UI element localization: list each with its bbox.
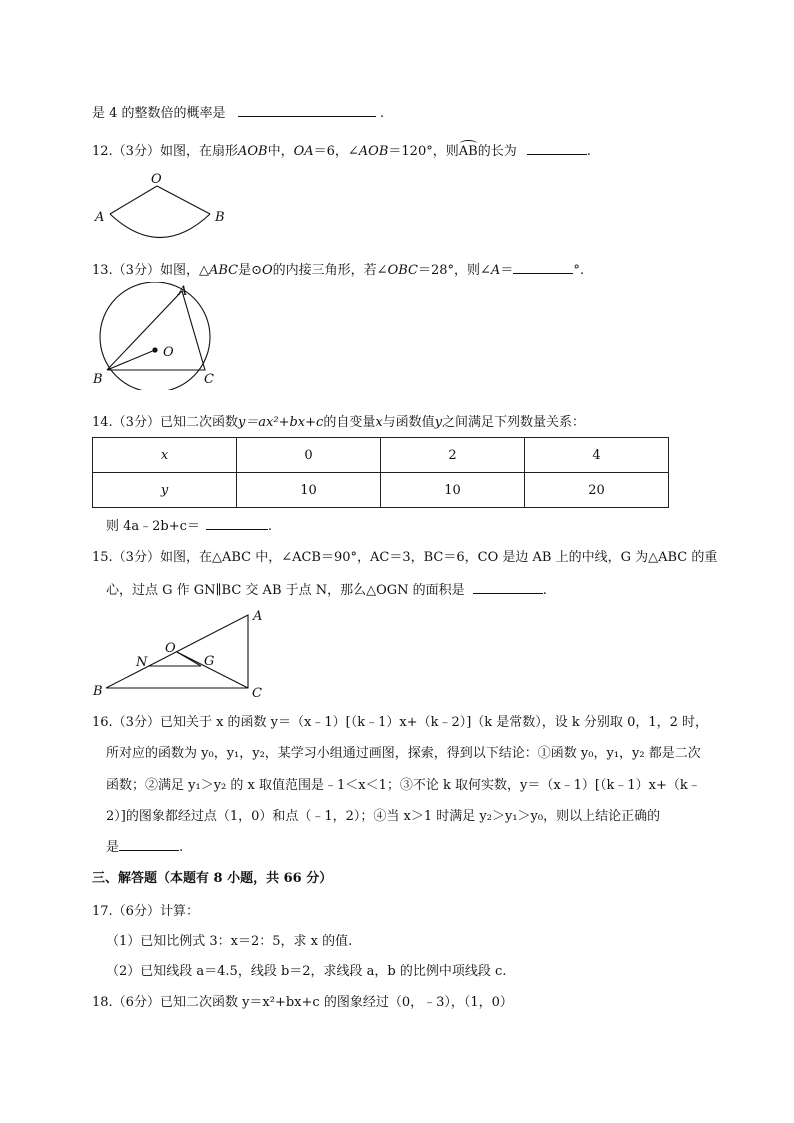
label-g: G [204,654,215,669]
circle-figure [90,282,230,390]
segment-ob [107,350,155,370]
question-16-line1: 16.（3分）已知关于 x 的函数 y＝（x﹣1）[（k﹣1）x+（k﹣2）]（k 是常数），设 k 分别取 0，1，2 时， [92,715,709,730]
question-14: 14.（3分）已知二次函数y＝ax²+bx+c的自变量x与函数值y之间满足下列数量关系： [92,415,586,430]
circle-o [100,282,210,390]
question-16-line2: 所对应的函数为 y₀，y₁，y₂，某学习小组通过画图，探索，得到以下结论：①函数 y₀，y₁，y₂ 都是二次 [106,746,701,761]
question-15-line2: 心，过点 G 作 GN∥BC 交 AB 于点 N，那么△OGN 的面积是 . [106,580,547,600]
question-17-title: 17.（6分）计算： [92,904,199,919]
question-15-line1: 15.（3分）如图，在△ABC 中，∠ACB＝90°，AC＝3，BC＝6，CO 是边 AB 上的中线，G 为△ABC 的重 [92,550,718,565]
answer-blank[interactable] [527,141,587,155]
radius-ob [157,186,210,214]
question-16-line5: 是 . [106,837,183,857]
triangle-figure [90,605,270,700]
question-18: 18.（6分）已知二次函数 y＝x²+bx+c 的图象经过（0，﹣3），（1，0） [92,995,513,1010]
answer-blank[interactable] [119,837,179,851]
table-row: y 10 10 20 [93,473,669,508]
value-table [92,437,669,508]
label-b: B [93,684,103,699]
question-16-line3: 函数；②满足 y₁＞y₂ 的 x 取值范围是﹣1＜x＜1；③不论 k 取何实数，y＝（x﹣1）[（k﹣1）x+（k﹣ [106,778,701,793]
q14-answer: 则 4a﹣2b+c＝ . [106,516,272,536]
label-n: N [136,655,148,670]
answer-blank[interactable] [206,516,268,530]
label-c: C [252,686,262,700]
answer-blank[interactable] [513,260,573,274]
q11-line: 是 4 的整数倍的概率是 . [92,103,384,123]
answer-blank[interactable] [238,103,376,117]
question-17-part1: （1）已知比例式 3：x＝2：5，求 x 的值. [106,934,353,949]
arc-ab-curve [110,214,210,238]
question-13: 13.（3分）如图，△ABC是⊙O的内接三角形，若∠OBC＝28°，则∠A＝ °. [92,260,584,280]
question-17-part2: （2）已知线段 a＝4.5，线段 b＝2，求线段 a，b 的比例中项线段 c. [106,964,507,979]
label-a: A [178,284,188,299]
triangle-abc [107,291,205,370]
segment-og [177,652,201,666]
answer-blank[interactable] [473,580,543,594]
sector-figure [90,166,230,246]
label-b: B [93,372,103,387]
label-b: B [215,210,225,225]
question-12: 12.（3分）如图，在扇形AOB中，OA＝6，∠AOB＝120°，则AB的长为 . [92,141,591,161]
label-o: O [165,641,176,656]
label-a: A [253,609,263,624]
arc-ab: AB [458,144,478,159]
label-a: A [95,210,105,225]
center-point [152,347,157,352]
radius-oa [110,186,157,214]
label-c: C [204,372,214,387]
label-o: O [163,345,174,360]
label-o: O [151,172,162,187]
section-heading: 三、解答题（本题有 8 小题，共 66 分） [92,871,333,886]
table-row: x 0 2 4 [93,438,669,473]
question-16-line4: 2）]的图象都经过点（1，0）和点（﹣1，2）；④当 x＞1 时满足 y₂＞y₁＞y₀，则以上结论正确的 [106,809,661,824]
